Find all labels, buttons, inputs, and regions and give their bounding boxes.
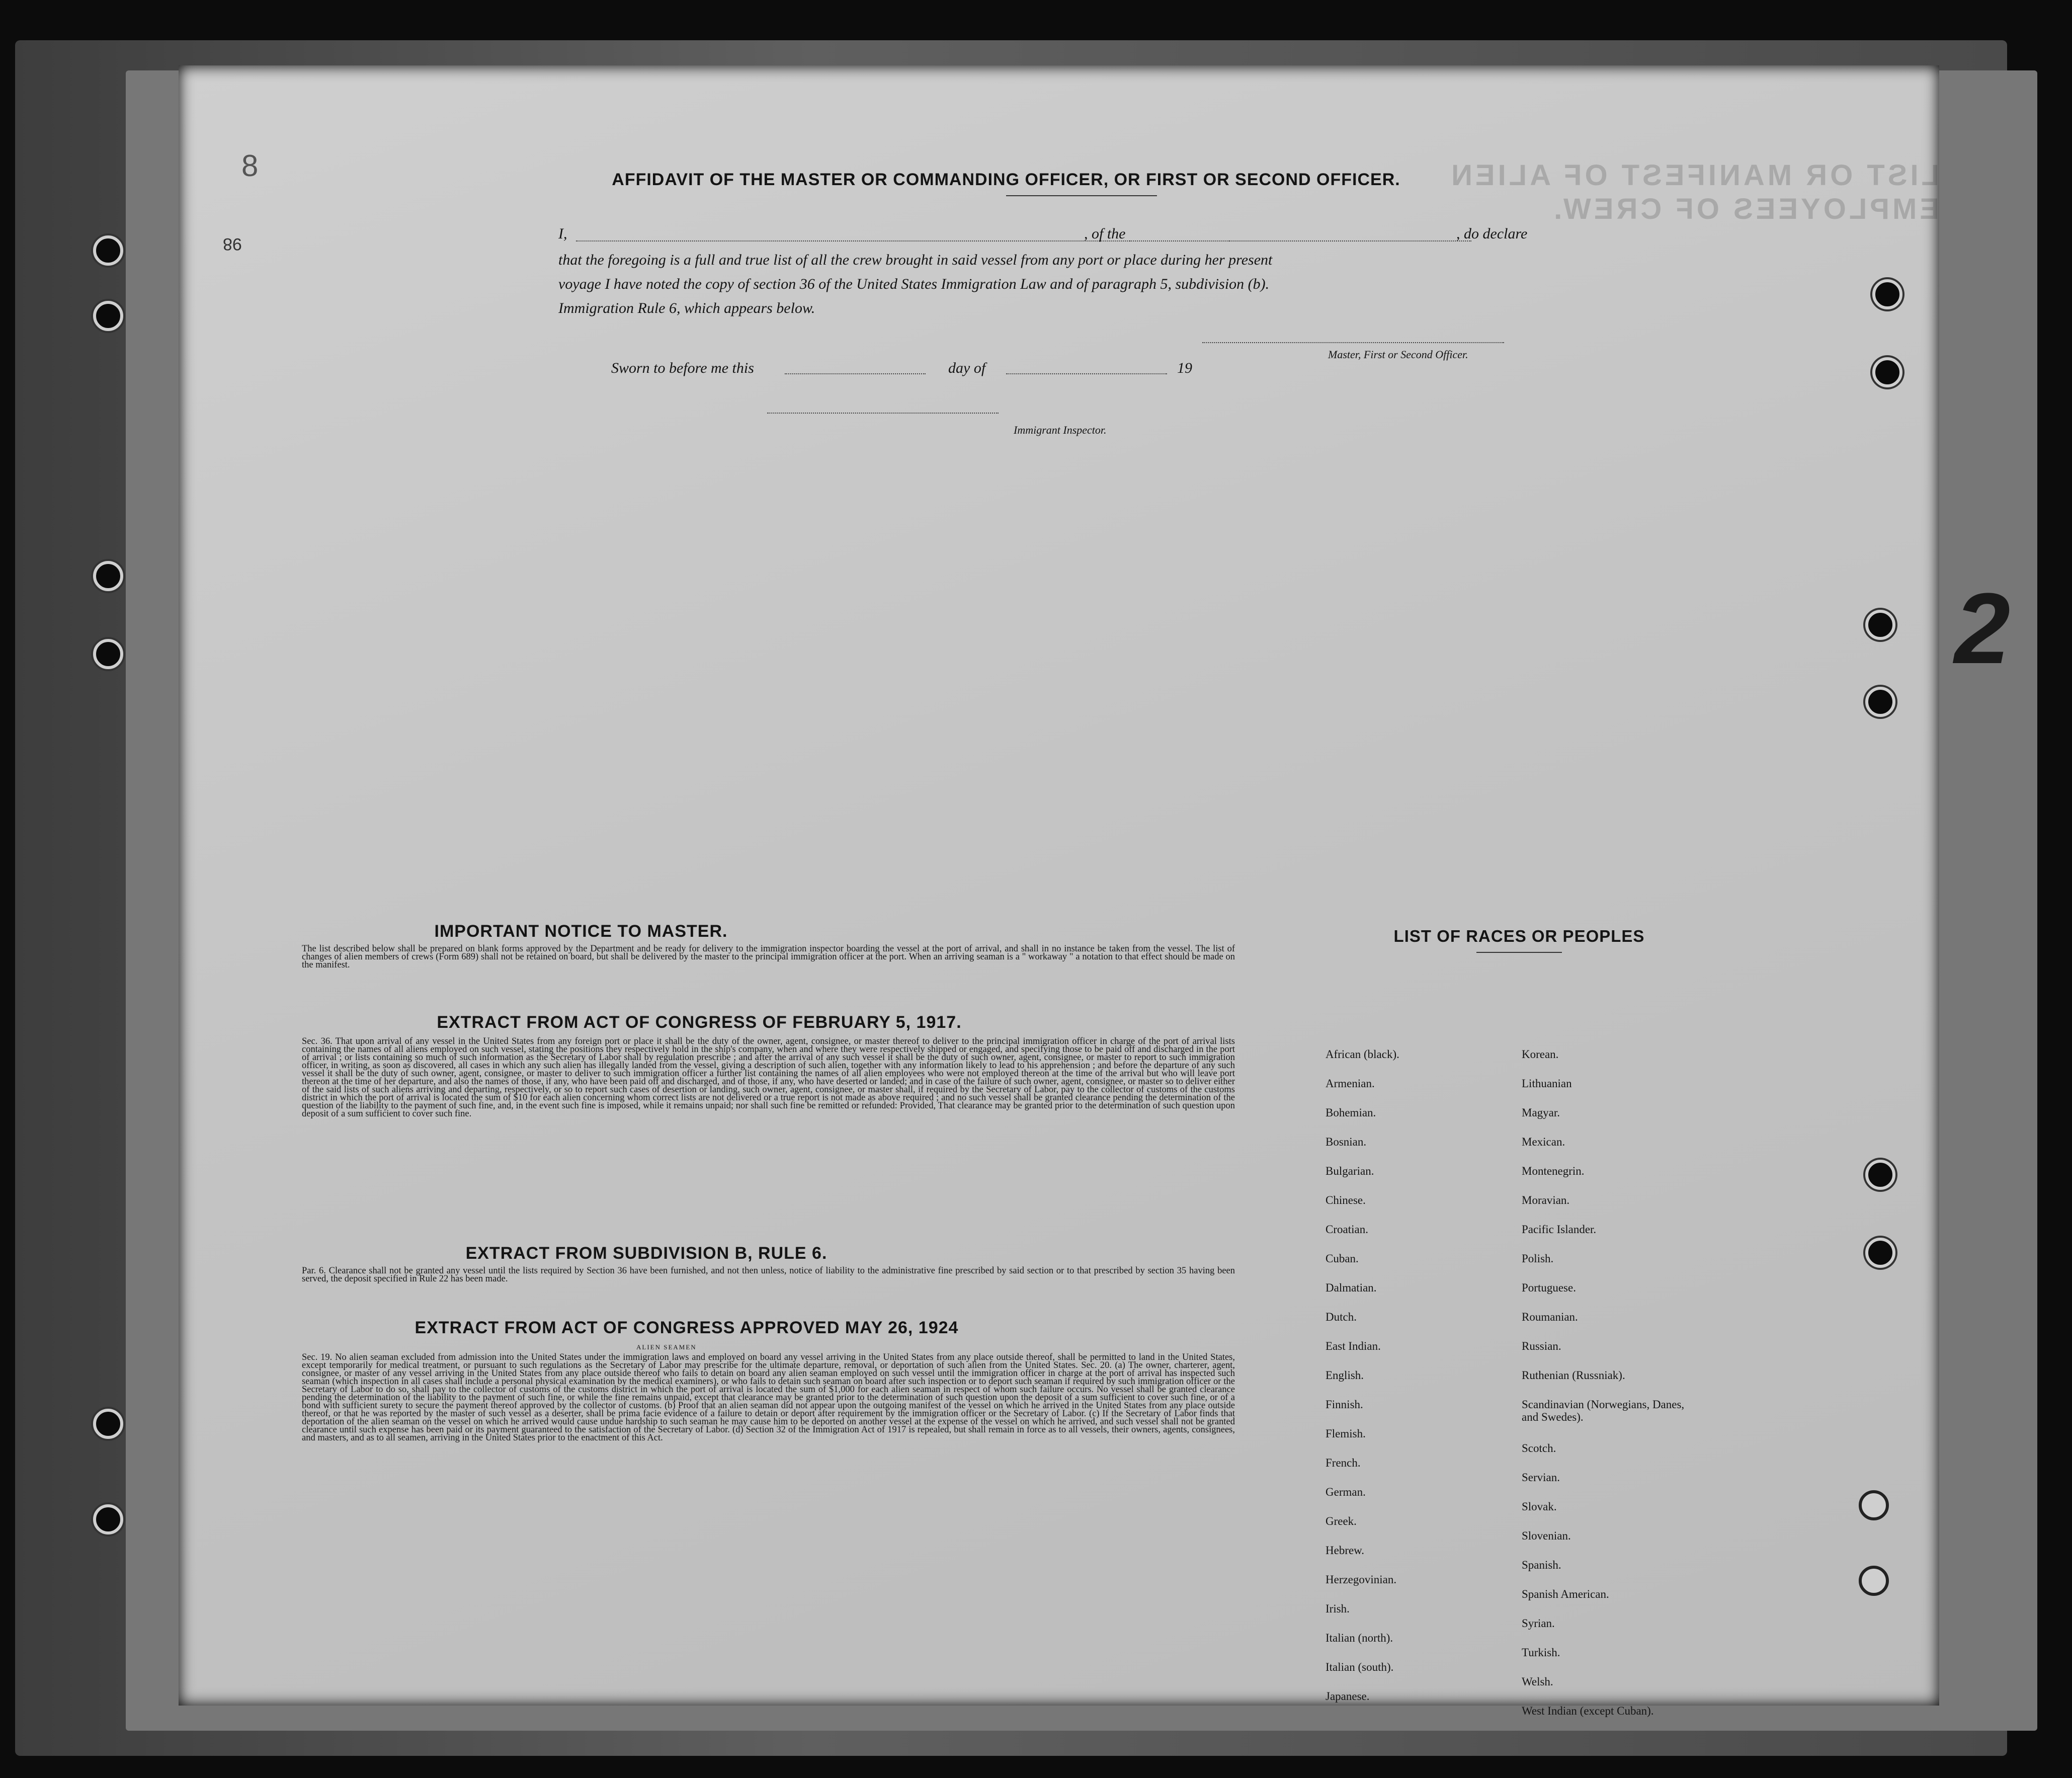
race-item: Italian (south). bbox=[1325, 1661, 1394, 1673]
binder-hole bbox=[1859, 1566, 1889, 1596]
year-label: 19 bbox=[1177, 360, 1192, 376]
binder-hole bbox=[93, 235, 123, 266]
title-rule bbox=[1006, 195, 1157, 196]
extract-1924-body: Sec. 19. No alien seaman excluded from admission into the United States under the immigration laws and employed on board any vessel arriving in the United States from any place outside thereof, shall be permitted to land in the United States, except temporarily for medical treatment, or pursuant to such regulations as the Secretary of Labor may prescribe for the ultimate departure, removal, or deportation of such alien from the United States. Sec. 20. (a) The owner, charterer, agent, consignee, or master of any vessel arriving in the United States from any place outside thereof who fails to detain on board any alien seaman employed on such vessel until the immigration officer in charge at the port of arrival has inspected such seaman (which inspection in all cases shall include a personal physical examination by the medical examiners), or who fails to detain such seaman on board after such inspection or to deport such seaman if required by such immigration officer or the Secretary of Labor to do so, shall pay to the collector of customs of the customs district in which the port of arrival is located the sum of $1,000 for each alien seaman in respect of whom such failure occurs. No vessel shall be granted clearance pending the determination of the liability to the payment of such fine, or while the fine remains unpaid, except that clearance may be granted prior to the determination of such question upon the deposit of a sum sufficient to cover such fine, or of a bond with sufficient surety to secure the payment thereof approved by the collector of customs. (b) Proof that an alien seaman did not appear upon the outgoing manifest of the vessel on which he arrived in the United States from any place outside thereof, or that he was reported by the master of such vessel as a deserter, shall be prima facie evidence of a failure to detain or deport after requirement by the immigration officer or the Secretary of Labor. (c) If the Secretary of Labor finds that deportation of the alien seaman on the vessel on which he arrived would cause undue hardship to such seaman he may cause him to be deported on another vessel at the expense of the vessel on which he arrived, and such vessel shall not be granted clearance until such expense has been paid or its payment guaranteed to the satisfaction of the Secretary of Labor. (d) Section 32 of the Immigration Act of 1917 is repealed, but shall remain in force as to all vessels, their owners, agents, consignees, and masters, and as to all seamen, arriving in the United States prior to the enactment of this Act. bbox=[302, 1352, 1235, 1443]
race-item: Herzegovinian. bbox=[1325, 1573, 1397, 1586]
race-item: West Indian (except Cuban). bbox=[1522, 1705, 1654, 1717]
binder-hole bbox=[1865, 610, 1895, 640]
race-item: English. bbox=[1325, 1369, 1364, 1382]
races-title: LIST OF RACES OR PEOPLES bbox=[1393, 927, 1645, 945]
race-item: Dalmatian. bbox=[1325, 1281, 1377, 1294]
binder-hole bbox=[1872, 279, 1902, 309]
binder-hole bbox=[93, 301, 123, 331]
race-item: Armenian. bbox=[1325, 1077, 1375, 1090]
affidavit-title: AFFIDAVIT OF THE MASTER OR COMMANDING OFFICER, OR FIRST OR SECOND OFFICER. bbox=[612, 170, 1400, 189]
races-title-rule bbox=[1476, 952, 1562, 953]
extract-rule6-title: EXTRACT FROM SUBDIVISION B, RULE 6. bbox=[465, 1244, 827, 1263]
race-item: Roumanian. bbox=[1522, 1311, 1578, 1323]
inspector-label: Immigrant Inspector. bbox=[1014, 424, 1107, 436]
race-item: Moravian. bbox=[1522, 1194, 1570, 1206]
affidavit-of-the: , of the bbox=[1084, 225, 1126, 242]
bleed-through-text: LIST OR MANIFEST OF ALIEN EMPLOYEES OF CREW. bbox=[1448, 159, 1939, 225]
affidavit-do-declare: , do declare bbox=[1456, 225, 1528, 242]
race-item: Flemish. bbox=[1325, 1427, 1366, 1440]
race-item: Hebrew. bbox=[1325, 1544, 1365, 1557]
binder-hole bbox=[93, 639, 123, 669]
extract-1917-title: EXTRACT FROM ACT OF CONGRESS OF FEBRUARY 5, 1917. bbox=[437, 1013, 962, 1032]
race-item: East Indian. bbox=[1325, 1340, 1381, 1352]
sworn-month-blank[interactable] bbox=[1006, 373, 1167, 374]
race-item: Scotch. bbox=[1522, 1442, 1556, 1454]
race-item: Bohemian. bbox=[1325, 1106, 1376, 1119]
race-item: Polish. bbox=[1522, 1252, 1554, 1265]
race-item: Japanese. bbox=[1325, 1690, 1370, 1703]
race-item: Cuban. bbox=[1325, 1252, 1359, 1265]
race-item: German. bbox=[1325, 1486, 1366, 1498]
race-item: Slovak. bbox=[1522, 1500, 1557, 1513]
race-item: Mexican. bbox=[1522, 1136, 1565, 1148]
manifest-page bbox=[179, 65, 2011, 1717]
race-item: Italian (north). bbox=[1325, 1632, 1393, 1644]
race-item: Ruthenian (Russniak). bbox=[1522, 1369, 1625, 1382]
race-item: French. bbox=[1325, 1457, 1361, 1469]
binder-hole bbox=[1865, 687, 1895, 717]
race-item: Turkish. bbox=[1522, 1646, 1560, 1659]
affidavit-line-3: Immigration Rule 6, which appears below. bbox=[558, 300, 815, 316]
race-item: Chinese. bbox=[1325, 1194, 1366, 1206]
race-item: Irish. bbox=[1325, 1602, 1350, 1615]
extract-1924-title: EXTRACT FROM ACT OF CONGRESS APPROVED MAY 26, 1924 bbox=[415, 1318, 959, 1337]
affidavit-i-label: I, bbox=[558, 225, 567, 242]
race-item: Lithuanian bbox=[1522, 1077, 1572, 1090]
race-item: Bulgarian. bbox=[1325, 1165, 1374, 1177]
sworn-label: Sworn to before me this bbox=[611, 360, 754, 376]
race-item: African (black). bbox=[1325, 1048, 1399, 1061]
master-signature-label: Master, First or Second Officer. bbox=[1328, 348, 1468, 361]
binder-hole bbox=[93, 561, 123, 591]
inspector-signature-blank[interactable] bbox=[767, 413, 999, 414]
race-item: Russian. bbox=[1522, 1340, 1561, 1352]
race-item: Croatian. bbox=[1325, 1223, 1368, 1236]
race-item: Syrian. bbox=[1522, 1617, 1555, 1630]
binder-hole bbox=[93, 1504, 123, 1534]
race-item: Spanish American. bbox=[1522, 1588, 1609, 1600]
race-item: Magyar. bbox=[1522, 1106, 1560, 1119]
binder-hole bbox=[93, 1409, 123, 1439]
race-item: Greek. bbox=[1325, 1515, 1357, 1527]
vessel-blank[interactable] bbox=[1129, 240, 1471, 241]
notice-body: The list described below shall be prepared on blank forms approved by the Department and be ready for delivery to the immigration inspector boarding the vessel at the port of arrival, and shall in no instance be taken from the vessel. The list of changes of alien members of crews (Form 689) shall not be retained on board, but shall be delivered by the master to the principal immigration officer at the port. When an arriving seaman is a " workaway " a notation to that effect should be made on the manifest. bbox=[302, 944, 1235, 970]
race-item: Dutch. bbox=[1325, 1311, 1357, 1323]
race-item: Welsh. bbox=[1522, 1675, 1553, 1688]
race-item: Korean. bbox=[1522, 1048, 1559, 1061]
extract-1917-body: Sec. 36. That upon arrival of any vessel in the United States from any foreign port or place it shall be the duty of the owner, agent, consignee, or master thereof to deliver to the principal immigration officer in charge of the port of arrival lists containing the names of all aliens employed on such vessel, stating the positions they respectively hold in the ship's company, when and where they were respectively shipped or engaged, and specifying those to be paid off and discharged in the port of arrival ; or lists containing so much of such information as the Secretary of Labor shall by regulation prescribe ; and after the arrival of any such vessel it shall be the duty of such owner, agent, consignee, or master to report to such immigration officer, in writing, as soon as discovered, all cases in which any such alien has illegally landed from the vessel, giving a description of such alien, together with any information likely to lead to his apprehension ; and before the departure of any such vessel it shall be the duty of such owner, agent, consignee, or master to deliver to such immigration officer a further list containing the names of all alien employees who were not employed thereon at the time of the arrival but who will leave port thereon at the time of her departure, and also the names of those, if any, who have been paid off and discharged, and of those, if any, who have deserted or landed; and in case of the failure of such owner, agent, consignee, or master so to deliver either of the said lists of such aliens arriving and departing, respectively, or so to report such cases of desertion or landing, such owner, agent, consignee, or master shall, if required by the Secretary of Labor, pay to the collector of customs of the customs district in which the port of arrival is located the sum of $10 for each alien concerning whom correct lists are not delivered or a true report is not made as above required ; and no such vessel shall be granted clearance pending the determination of the question of the liability to the payment of such fine, and, in the event such fine is imposed, while it remains unpaid; nor shall such fine be remitted or refunded: Provided, That clearance may be granted prior to the determination of such question upon deposit of a sum sufficient to cover such fine. bbox=[302, 1036, 1235, 1119]
binder-hole bbox=[1865, 1160, 1895, 1190]
race-item: Slovenian. bbox=[1522, 1529, 1571, 1542]
day-of-label: day of bbox=[948, 360, 986, 376]
race-item: Scandinavian (Norwegians, Danes, and Swedes). bbox=[1522, 1398, 1685, 1423]
sworn-day-blank[interactable] bbox=[785, 373, 926, 374]
race-item: Spanish. bbox=[1522, 1559, 1561, 1571]
race-item: Portuguese. bbox=[1522, 1281, 1576, 1294]
corner-number: 8 bbox=[241, 149, 259, 183]
handwritten-mark: 2 bbox=[1954, 573, 2011, 685]
race-item: Finnish. bbox=[1325, 1398, 1363, 1411]
extract-1924-subtitle: ALIEN SEAMEN bbox=[636, 1343, 697, 1351]
race-item: Montenegrin. bbox=[1522, 1165, 1585, 1177]
notice-title: IMPORTANT NOTICE TO MASTER. bbox=[434, 922, 728, 941]
extract-rule6-body: Par. 6. Clearance shall not be granted any vessel until the lists required by Section 36 have been furnished, and not then unless, notice of liability to the administrative fine prescribed by said section or to that prescribed by section 35 having been served, the deposit specified in Rule 22 has been made. bbox=[302, 1266, 1235, 1284]
race-item: Servian. bbox=[1522, 1471, 1560, 1484]
race-item: Bosnian. bbox=[1325, 1136, 1367, 1148]
race-item: Pacific Islander. bbox=[1522, 1223, 1597, 1236]
binder-hole bbox=[1865, 1238, 1895, 1268]
margin-number: 98 bbox=[223, 234, 242, 254]
binder-hole bbox=[1859, 1490, 1889, 1520]
affidavit-line-2: voyage I have noted the copy of section 36 of the United States Immigration Law and of paragraph 5, subdivision (b). bbox=[558, 276, 1270, 292]
affidavit-line-1: that the foregoing is a full and true list of all the crew brought in said vessel from any port or place during her present bbox=[558, 252, 1273, 268]
binder-hole bbox=[1872, 357, 1902, 387]
master-signature-blank[interactable] bbox=[1202, 342, 1504, 343]
